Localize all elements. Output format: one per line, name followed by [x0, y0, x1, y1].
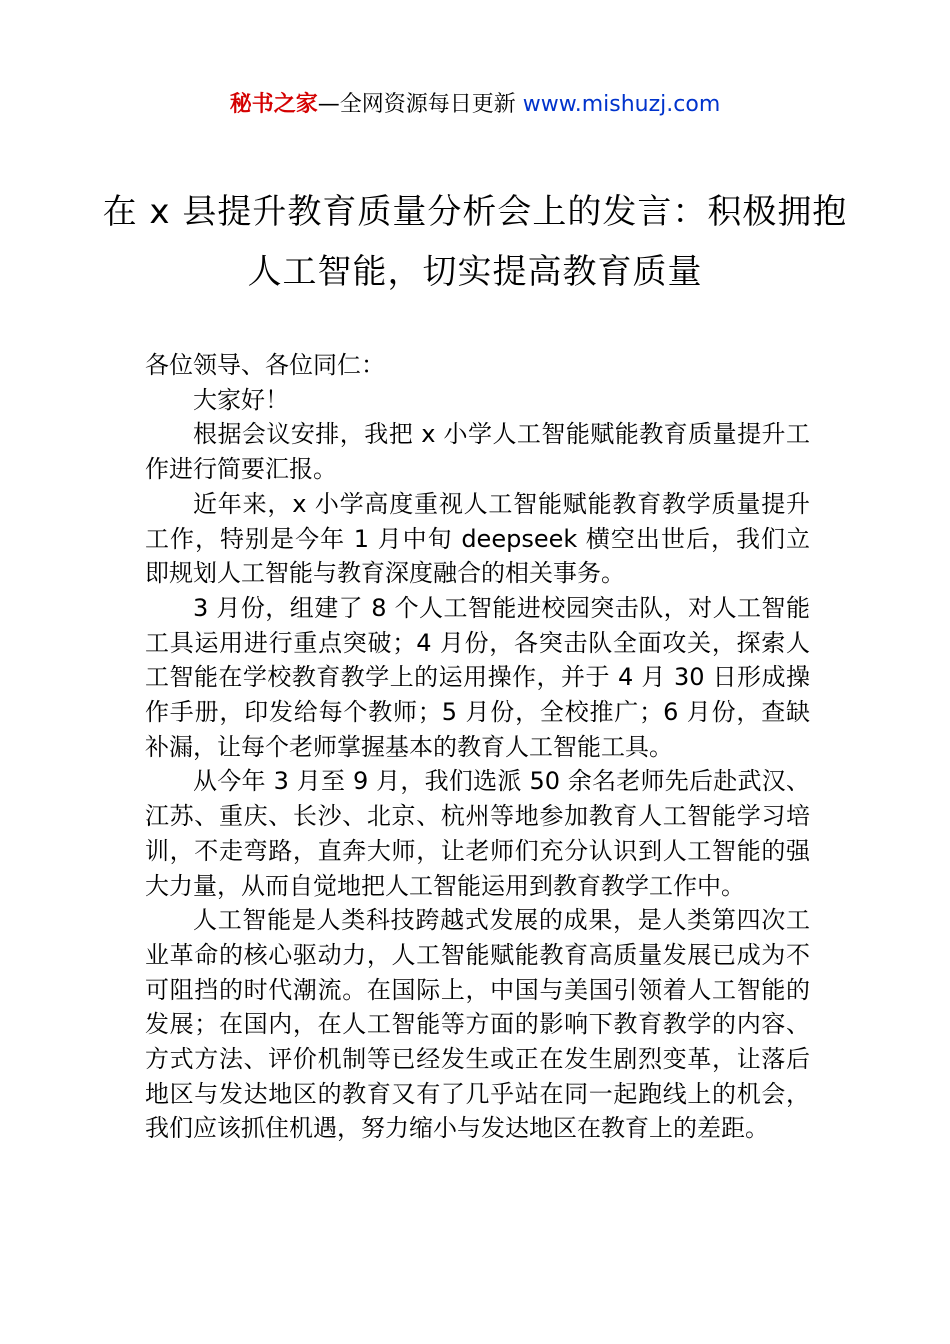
site-header [0, 90, 950, 120]
site-url-link[interactable]: www.mishuzj.com [522, 92, 721, 117]
paragraph: 人工智能是人类科技跨越式发展的成果，是人类第四次工业革命的核心驱动力，人工智能赋能教育高质量发展已成为不可阻挡的时代潮流。在国际上，中国与美国引领着人工智能的发展；在国内，在人工智能等方面的影响下教育教学的内容、方式方法、评价机制等已经发生或正在发生剧烈变革，让落后地区与发达地区的教育又有了几乎站在同一起跑线上的机会，我们应该抓住机遇，努力缩小与发达地区在教育上的差距。 [145, 906, 810, 1143]
paragraph: 近年来，x 小学高度重视人工智能赋能教育教学质量提升工作，特别是今年 1 月中旬 deepseek 横空出世后，我们立即规划人工智能与教育深度融合的相关事务。 [145, 489, 810, 588]
paragraph-greeting: 大家好！ [193, 385, 289, 414]
salutation: 各位领导、各位同仁： [145, 351, 385, 379]
paragraph: 3 月份，组建了 8 个人工智能进校园突击队，对人工智能工具运用进行重点突破；4 月份，各突击队全面攻关，探索人工智能在学校教育教学上的运用操作，并于 4 月 30 日形成操作手册，印发给每个教师；5 月份，全校推广；6 月份，查缺补漏，让每个老师掌握基本的教育人工智能工具。 [145, 593, 810, 761]
site-tagline: —全网资源每日更新 [317, 92, 523, 117]
document-body [145, 348, 810, 1146]
document-title: 在 x 县提升教育质量分析会上的发言：积极拥抱人工智能，切实提高教育质量 [102, 192, 848, 292]
paragraph: 根据会议安排，我把 x 小学人工智能赋能教育质量提升工作进行简要汇报。 [145, 420, 810, 484]
paragraph: 从今年 3 月至 9 月，我们选派 50 余名老师先后赴武汉、江苏、重庆、长沙、北京、杭州等地参加教育人工智能学习培训，不走弯路，直奔大师，让老师们充分认识到人工智能的强大力量，从而自觉地把人工智能运用到教育教学工作中。 [145, 767, 810, 900]
site-brand: 秘书之家 [229, 92, 318, 117]
